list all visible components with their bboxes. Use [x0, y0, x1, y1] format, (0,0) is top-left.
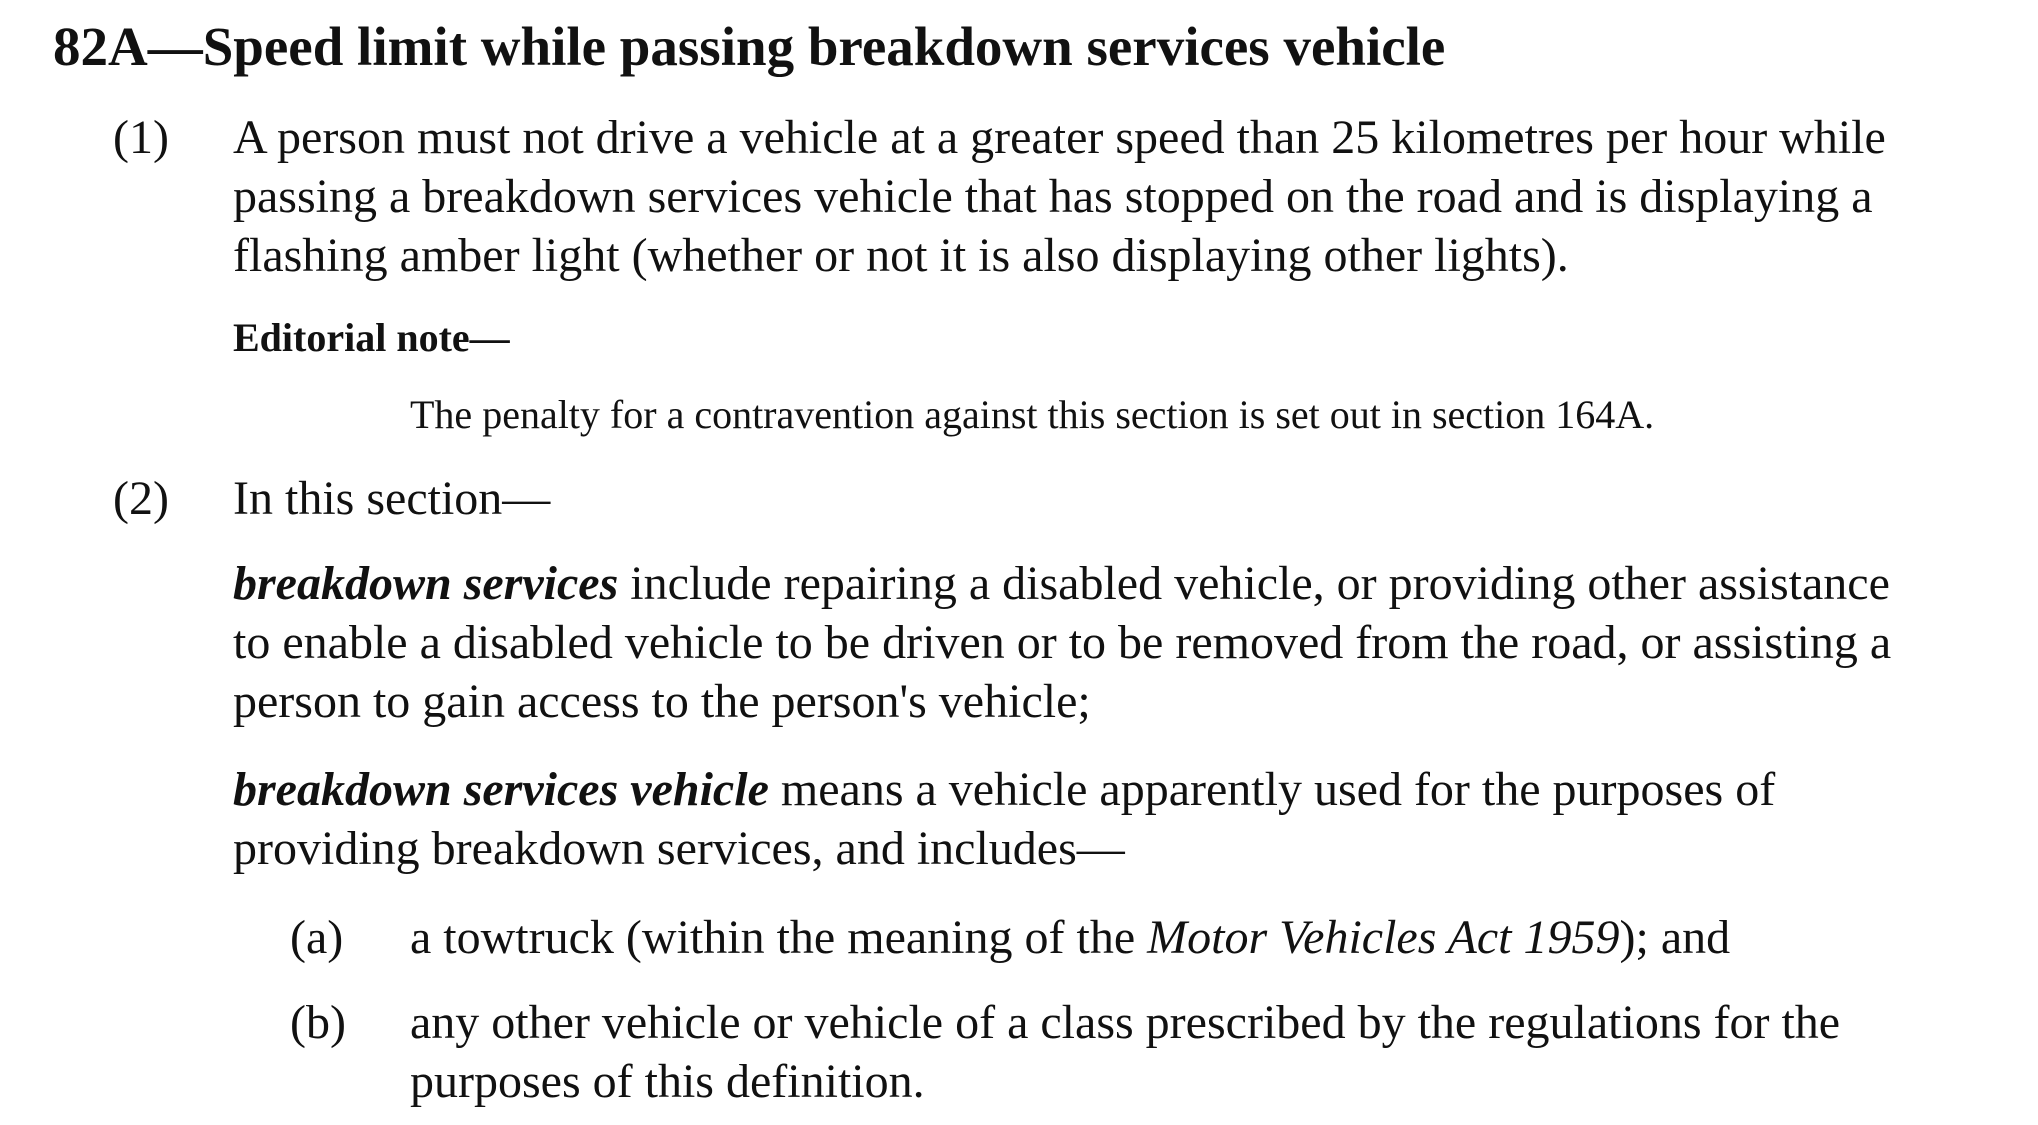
section-heading: 82A—Speed limit while passing breakdown services vehicle — [53, 16, 1446, 77]
paragraph-a-text — [410, 908, 1730, 967]
paragraph-b-line-2: purposes of this definition. — [410, 1055, 925, 1108]
defined-term: breakdown services — [233, 557, 619, 610]
definition-1-line-3: person to gain access to the person's vehicle; — [233, 675, 1091, 728]
subsection-1-line-1: A person must not drive a vehicle at a greater speed than 25 kilometres per hour while — [233, 111, 1886, 164]
editorial-note-heading: Editorial note— — [233, 315, 510, 360]
definition-1-line-1-rest: include repairing a disabled vehicle, or providing other assistance — [618, 557, 1890, 610]
definition-2-line-2: providing breakdown services, and includes— — [233, 822, 1125, 875]
paragraph-a-text-after: ); and — [1619, 911, 1731, 964]
subsection-1-line-3: flashing amber light (whether or not it is also displaying other lights). — [233, 229, 1569, 282]
subsection-1-line-2: passing a breakdown services vehicle that has stopped on the road and is displaying a — [233, 170, 1873, 223]
definition-1-line-1 — [233, 554, 1891, 613]
definition-2-line-1 — [233, 760, 1775, 819]
definition-breakdown-services — [233, 554, 1891, 731]
subsection-2-intro: In this section— — [233, 472, 551, 525]
paragraph-a-label: (a) — [290, 911, 344, 964]
editorial-note-text: The penalty for a contravention against this section is set out in section 164A. — [410, 392, 1655, 437]
definition-breakdown-services-vehicle — [233, 760, 1775, 878]
paragraph-b-line-1: any other vehicle or vehicle of a class prescribed by the regulations for the — [410, 996, 1841, 1049]
defined-term: breakdown services vehicle — [233, 763, 769, 816]
paragraph-a-text-before: a towtruck (within the meaning of the — [410, 911, 1148, 964]
paragraph-b-text — [410, 993, 1840, 1111]
subsection-1-number: (1) — [113, 111, 169, 164]
act-name: Motor Vehicles Act 1959 — [1147, 911, 1620, 964]
subsection-2-number: (2) — [113, 472, 169, 525]
definition-2-line-1-rest: means a vehicle apparently used for the purposes of — [768, 763, 1776, 816]
definition-1-line-2: to enable a disabled vehicle to be driven or to be removed from the road, or assisting a — [233, 616, 1892, 669]
paragraph-b-label: (b) — [290, 996, 346, 1049]
subsection-1-text — [233, 108, 1886, 285]
